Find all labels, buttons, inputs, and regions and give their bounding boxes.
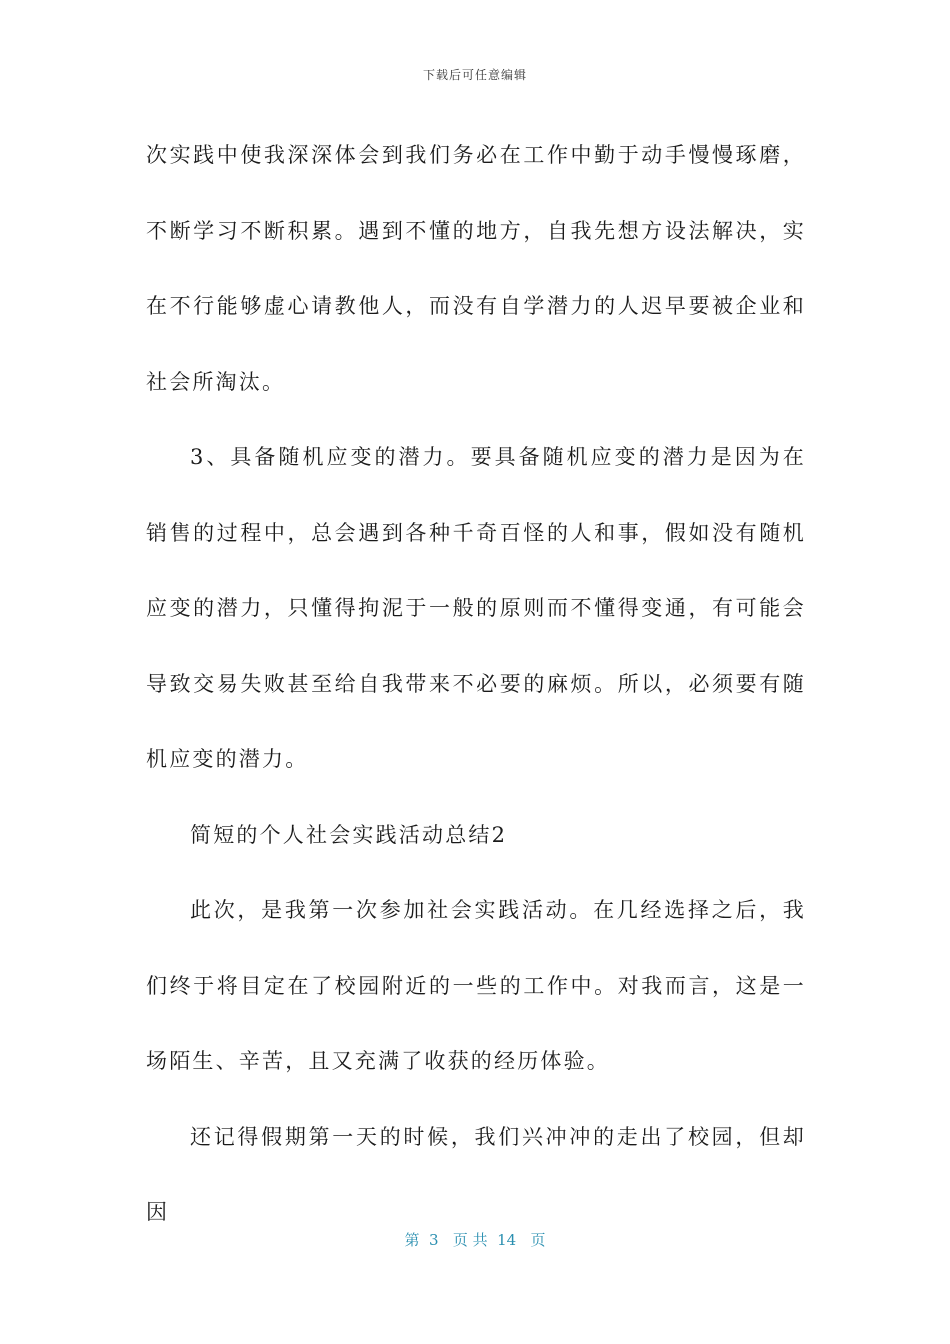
paragraph: 3、具备随机应变的潜力。要具备随机应变的潜力是因为在销售的过程中，总会遇到各种千奇百怪的人和事，假如没有随机应变的潜力，只懂得拘泥于一般的原则而不懂得变通，有可能会导致交易失败甚至给自我带来不必要的麻烦。所以，必须要有随机应变的潜力。: [146, 445, 806, 771]
paragraph: 此次，是我第一次参加社会实践活动。在几经选择之后，我们终于将目定在了校园附近的一些的工作中。对我而言，这是一场陌生、辛苦，且又充满了收获的经历体验。: [146, 898, 806, 1073]
page-number-footer: 第 3 页 共 14 页: [404, 1231, 546, 1249]
paragraph: 次实践中使我深深体会到我们务必在工作中勤于动手慢慢琢磨，不断学习不断积累。遇到不懂的地方，自我先想方设法解决，实在不行能够虚心请教他人，而没有自学潜力的人迟早要被企业和社会所淘汰。: [146, 143, 806, 394]
section-heading: 简短的个人社会实践活动总结2: [190, 822, 508, 847]
page-header: 下载后可任意编辑: [422, 68, 527, 82]
document-body: [146, 118, 806, 1251]
paragraph: 还记得假期第一天的时候，我们兴冲冲的走出了校园，但却因: [146, 1124, 806, 1224]
